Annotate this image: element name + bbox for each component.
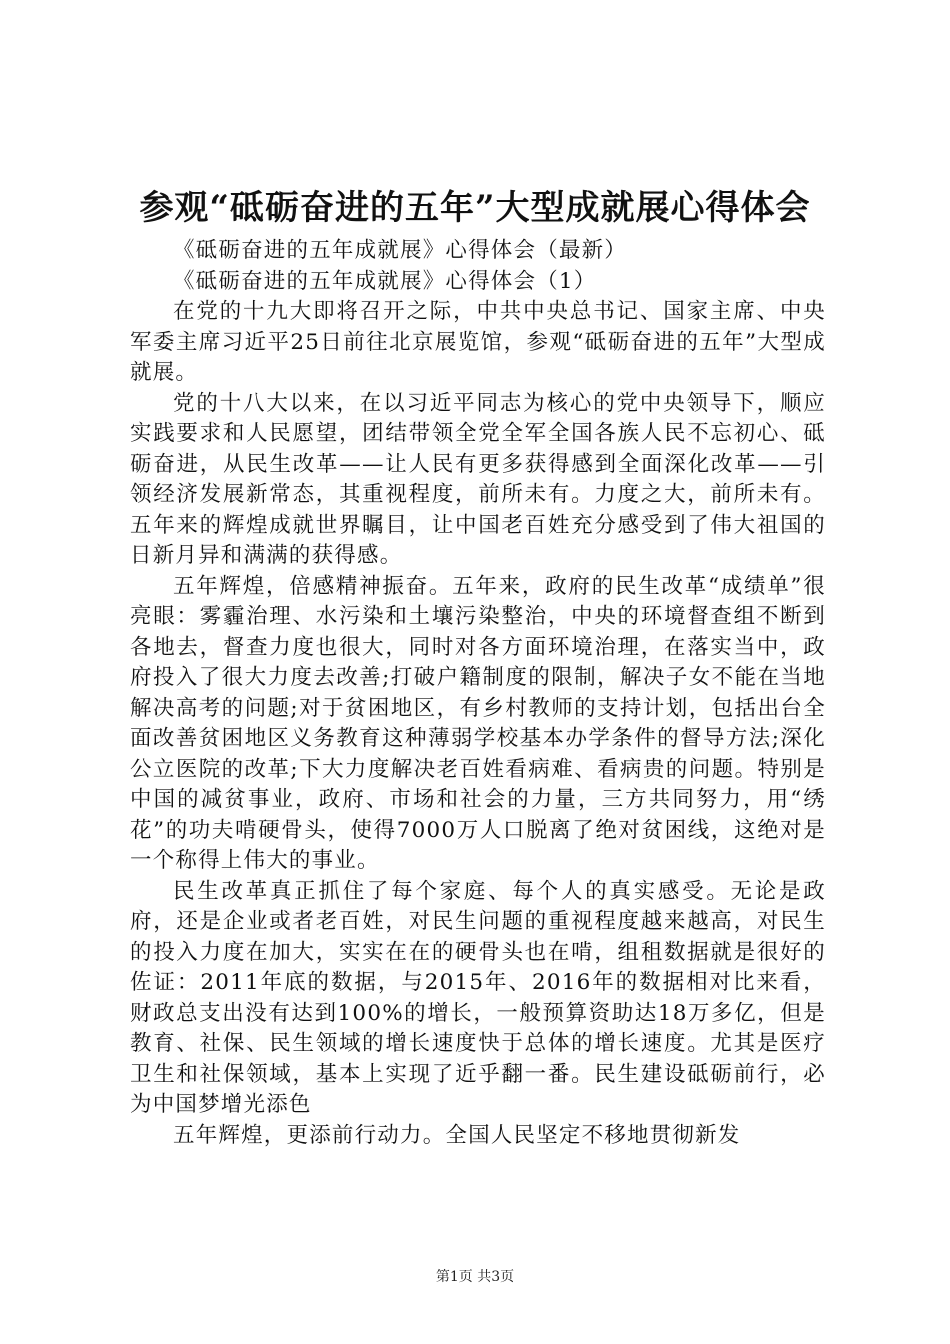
body-paragraph: 在党的十九大即将召开之际，中共中央总书记、国家主席、中央军委主席习近平25日前往北京展览馆，参观“砥砺奋进的五年”大型成就展。 xyxy=(130,299,826,385)
subtitle-latest: 《砥砺奋进的五年成就展》心得体会（最新） xyxy=(173,238,628,263)
document-body xyxy=(130,236,826,1151)
body-paragraph: 五年辉煌，更添前行动力。全国人民坚定不移地贯彻新发 xyxy=(173,1122,741,1148)
body-paragraph: 党的十八大以来，在以习近平同志为核心的党中央领导下，顺应实践要求和人民愿望，团结带领全党全军全国各族人民不忘初心、砥砺奋进，从民生改革——让人民有更多获得感到全面深化改革——引领经济发展新常态，其重视程度，前所未有。力度之大，前所未有。五年来的辉煌成就世界瞩目，让中国老百姓充分感受到了伟大祖国的日新月异和满满的获得感。 xyxy=(130,390,826,568)
body-paragraph: 五年辉煌，倍感精神振奋。五年来，政府的民生改革“成绩单”很亮眼：雾霾治理、水污染和土壤污染整治，中央的环境督查组不断到各地去，督查力度也很大，同时对各方面环境治理，在落实当中，政府投入了很大力度去改善;打破户籍制度的限制，解决子女不能在当地解决高考的问题;对于贫困地区，有乡村教师的支持计划，包括出台全面改善贫困地区义务教育这种薄弱学校基本办学条件的督导方法;深化公立医院的改革;下大力度解决老百姓看病难、看病贵的问题。特别是中国的减贫事业，政府、市场和社会的力量，三方共同努力，用“绣花”的功夫啃硬骨头，使得7000万人口脱离了绝对贫困线，这绝对是一个称得上伟大的事业。 xyxy=(130,573,826,873)
subtitle-part-1: 《砥砺奋进的五年成就展》心得体会（1） xyxy=(173,268,597,294)
body-paragraph: 民生改革真正抓住了每个家庭、每个人的真实感受。无论是政府，还是企业或者老百姓，对民生问题的重视程度越来越高，对民生的投入力度在加大，实实在在的硬骨头也在啃，组租数据就是很好的佐证：2011年底的数据，与2015年、2016年的数据相对比来看，财政总支出没有达到100%的增长，一般预算资助达18万多亿，但是教育、社保、民生领域的增长速度快于总体的增长速度。尤其是医疗卫生和社保领域，基本上实现了近乎翻一番。民生建设砥砺前行，必为中国梦增光添色 xyxy=(130,878,826,1117)
document-title: 参观“砥砺奋进的五年”大型成就展心得体会 xyxy=(139,188,811,228)
page-indicator: 第1页 共3页 xyxy=(435,1269,515,1285)
